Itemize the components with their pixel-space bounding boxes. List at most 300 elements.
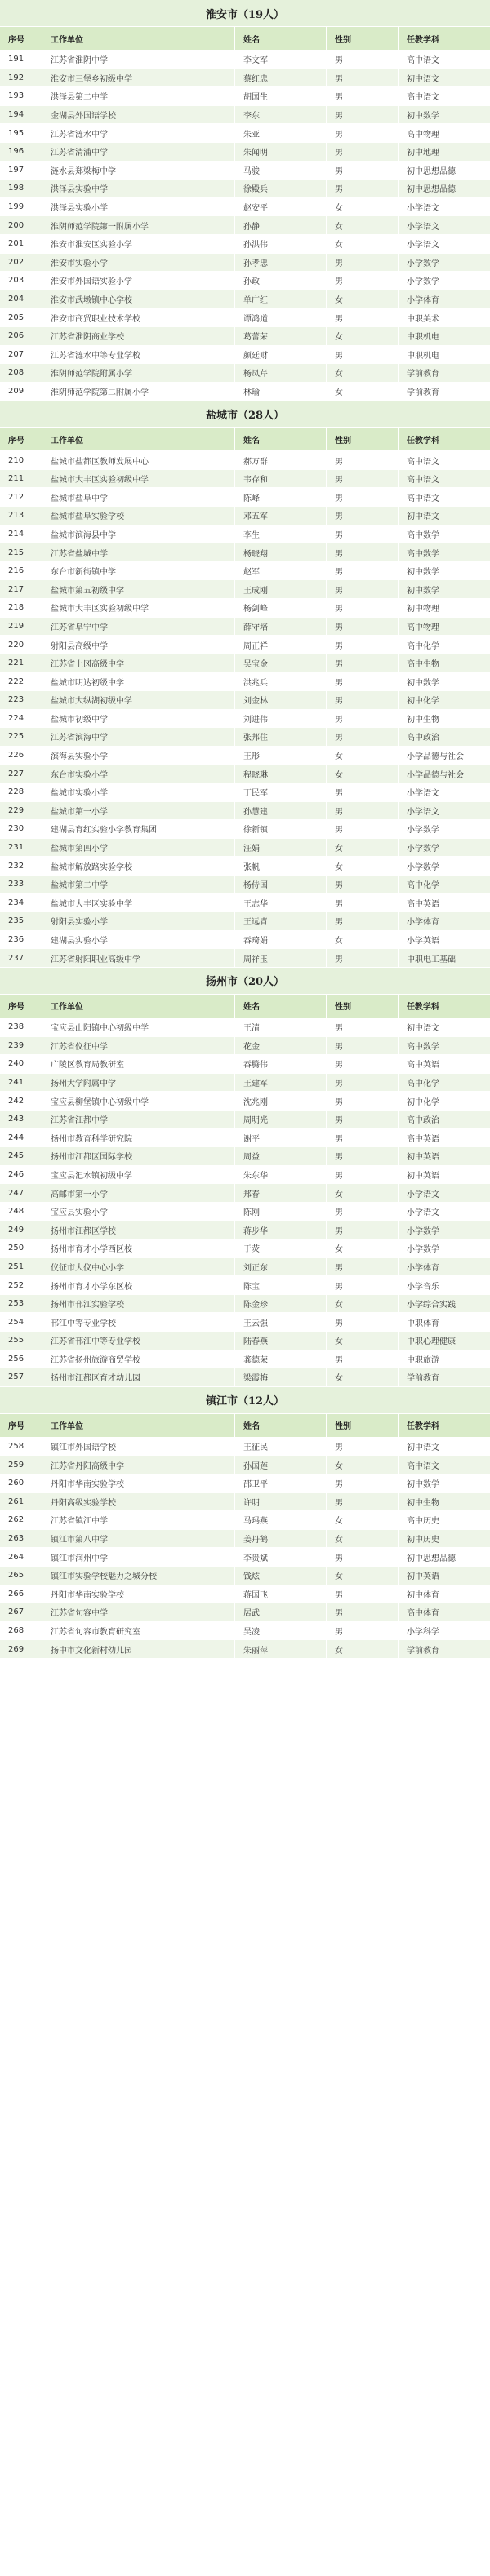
gender-cell: 女 <box>327 216 399 234</box>
name-cell: 单广红 <box>235 290 327 308</box>
section-title: 盐城市（28人） <box>0 401 490 428</box>
serial-cell: 248 <box>0 1203 42 1221</box>
gender-cell: 男 <box>327 162 399 180</box>
column-header: 任教学科 <box>407 1422 439 1432</box>
workplace-cell: 江苏省淮阴中学 <box>42 51 235 69</box>
subject-cell: 小学数学 <box>407 1226 439 1236</box>
gender-cell: 男 <box>327 672 399 690</box>
column-header: 工作单位 <box>42 428 235 450</box>
gender-cell: 男 <box>327 1074 399 1092</box>
table-row <box>0 383 490 401</box>
workplace-cell: 江苏省淮阴商业学校 <box>42 327 235 345</box>
serial-cell: 198 <box>0 180 42 197</box>
workplace-cell: 东台市实验小学 <box>42 765 235 783</box>
name-cell: 程晓琳 <box>235 765 327 783</box>
table-row <box>0 636 490 654</box>
table-row <box>0 839 490 858</box>
name-cell: 洪兆兵 <box>235 672 327 690</box>
gender-cell: 男 <box>327 654 399 672</box>
table-row <box>0 691 490 710</box>
serial-cell: 227 <box>0 765 42 783</box>
name-cell: 谢平 <box>235 1128 327 1146</box>
gender-cell: 男 <box>327 1258 399 1276</box>
table-row <box>0 876 490 894</box>
name-cell: 周正祥 <box>235 636 327 654</box>
name-cell: 李文军 <box>235 51 327 69</box>
table-row <box>0 308 490 327</box>
table-row <box>0 1295 490 1314</box>
name-cell: 周益 <box>235 1147 327 1165</box>
name-cell: 谭鸿道 <box>235 308 327 326</box>
gender-cell: 男 <box>327 1603 399 1621</box>
workplace-cell: 江苏省丹阳高级中学 <box>42 1456 235 1474</box>
table-row <box>0 1585 490 1604</box>
table-row <box>0 1350 490 1369</box>
serial-cell: 200 <box>0 216 42 234</box>
gender-cell: 男 <box>327 106 399 124</box>
serial-cell: 229 <box>0 802 42 820</box>
workplace-cell: 扬州大学附属中学 <box>42 1074 235 1092</box>
serial-cell: 257 <box>0 1368 42 1386</box>
workplace-cell: 射阳县高级中学 <box>42 636 235 654</box>
subject-cell: 小学音乐 <box>407 1282 439 1292</box>
serial-cell: 196 <box>0 143 42 161</box>
table-row <box>0 1368 490 1387</box>
serial-cell: 214 <box>0 525 42 543</box>
gender-cell: 男 <box>327 1585 399 1603</box>
gender-cell: 女 <box>327 839 399 857</box>
workplace-cell: 淮安市外国语实验小学 <box>42 272 235 290</box>
gender-cell: 男 <box>327 1203 399 1221</box>
name-cell: 陈宝 <box>235 1276 327 1294</box>
workplace-cell: 镇江市外国语学校 <box>42 1438 235 1456</box>
workplace-cell: 淮安市三堡乡初级中学 <box>42 69 235 87</box>
table-row <box>0 1037 490 1056</box>
workplace-cell: 盐城市盐阜中学 <box>42 488 235 506</box>
column-header: 性别 <box>327 1414 399 1437</box>
workplace-cell: 淮阴师范学院第一附属小学 <box>42 216 235 234</box>
serial-cell: 216 <box>0 562 42 580</box>
name-cell: 李生 <box>235 525 327 543</box>
subject-cell: 初中语文 <box>407 512 439 522</box>
subject-cell: 小学语文 <box>407 204 439 214</box>
serial-cell: 209 <box>0 383 42 401</box>
subject-cell: 高中历史 <box>407 1517 439 1527</box>
gender-cell: 男 <box>327 87 399 105</box>
workplace-cell: 扬州市育才小学西区校 <box>42 1239 235 1257</box>
workplace-cell: 淮安市商贸职业技术学校 <box>42 308 235 326</box>
name-cell: 丁民军 <box>235 783 327 801</box>
column-header: 工作单位 <box>42 995 235 1018</box>
column-header: 姓名 <box>235 27 327 50</box>
workplace-cell: 江苏省清浦中学 <box>42 143 235 161</box>
serial-cell: 256 <box>0 1350 42 1368</box>
name-cell: 王远青 <box>235 912 327 930</box>
serial-cell: 222 <box>0 672 42 690</box>
gender-cell: 男 <box>327 710 399 728</box>
workplace-cell: 滨海县实验小学 <box>42 747 235 765</box>
workplace-cell: 宝应县柳堡镇中心初级中学 <box>42 1092 235 1110</box>
table-row <box>0 1438 490 1456</box>
gender-cell: 女 <box>327 1456 399 1474</box>
workplace-cell: 盐城市初级中学 <box>42 710 235 728</box>
serial-cell: 244 <box>0 1128 42 1146</box>
column-header: 姓名 <box>235 428 327 450</box>
table-row <box>0 1018 490 1037</box>
subject-cell: 初中数学 <box>407 568 439 578</box>
table-row <box>0 1456 490 1474</box>
name-cell: 花金 <box>235 1037 327 1055</box>
name-cell: 徐新镇 <box>235 820 327 838</box>
subject-cell: 小学品德与社会 <box>407 752 464 762</box>
name-cell: 王成刚 <box>235 580 327 598</box>
subject-cell: 初中物理 <box>407 605 439 614</box>
table-row <box>0 507 490 525</box>
table-row <box>0 1640 490 1659</box>
workplace-cell: 洪泽县第二中学 <box>42 87 235 105</box>
name-cell: 孙静 <box>235 216 327 234</box>
table-row <box>0 1166 490 1185</box>
subject-cell: 中职机电 <box>407 333 439 343</box>
column-header: 性别 <box>327 995 399 1018</box>
subject-cell: 小学综合实践 <box>407 1301 456 1310</box>
subject-cell: 初中思想品德 <box>407 166 456 176</box>
subject-cell: 初中英语 <box>407 1572 439 1582</box>
column-header: 姓名 <box>235 1414 327 1437</box>
workplace-cell: 扬州市江都区国际学校 <box>42 1147 235 1165</box>
workplace-cell: 淮安市武墩镇中心学校 <box>42 290 235 308</box>
gender-cell: 男 <box>327 949 399 967</box>
workplace-cell: 扬州市江都区学校 <box>42 1221 235 1239</box>
workplace-cell: 淮安市淮安区实验小学 <box>42 235 235 253</box>
serial-cell: 218 <box>0 599 42 617</box>
subject-cell: 中职旅游 <box>407 1355 439 1365</box>
name-cell: 朱闻明 <box>235 143 327 161</box>
subject-cell: 初中思想品德 <box>407 185 456 195</box>
table-row <box>0 327 490 346</box>
subject-cell: 高中生物 <box>407 660 439 670</box>
serial-cell: 241 <box>0 1074 42 1092</box>
table-row <box>0 1313 490 1332</box>
name-cell: 杨晓翔 <box>235 543 327 561</box>
workplace-cell: 邗江中等专业学校 <box>42 1313 235 1331</box>
name-cell: 吴宝金 <box>235 654 327 672</box>
gender-cell: 男 <box>327 1128 399 1146</box>
subject-cell: 小学体育 <box>407 918 439 928</box>
workplace-cell: 江苏省盐城中学 <box>42 543 235 561</box>
serial-cell: 208 <box>0 364 42 382</box>
column-header: 姓名 <box>235 995 327 1018</box>
workplace-cell: 金湖县外国语学校 <box>42 106 235 124</box>
section-title: 镇江市（12人） <box>0 1387 490 1414</box>
name-cell: 周祥玉 <box>235 949 327 967</box>
serial-cell: 261 <box>0 1493 42 1511</box>
gender-cell: 男 <box>327 1092 399 1110</box>
name-cell: 蒋国飞 <box>235 1585 327 1603</box>
subject-cell: 学前教育 <box>407 370 439 379</box>
serial-cell: 254 <box>0 1313 42 1331</box>
serial-cell: 245 <box>0 1147 42 1165</box>
serial-cell: 250 <box>0 1239 42 1257</box>
name-cell: 孙政 <box>235 272 327 290</box>
table-row <box>0 765 490 783</box>
name-cell: 王征民 <box>235 1438 327 1456</box>
gender-cell: 男 <box>327 308 399 326</box>
gender-cell: 女 <box>327 1530 399 1548</box>
column-header: 性别 <box>327 27 399 50</box>
subject-cell: 小学科学 <box>407 1628 439 1638</box>
serial-cell: 260 <box>0 1474 42 1492</box>
city-section <box>0 401 490 968</box>
subject-cell: 学前教育 <box>407 388 439 397</box>
serial-cell: 263 <box>0 1530 42 1548</box>
gender-cell: 男 <box>327 507 399 525</box>
table-row <box>0 1622 490 1641</box>
name-cell: 梁霞梅 <box>235 1368 327 1386</box>
serial-cell: 265 <box>0 1567 42 1585</box>
table-row <box>0 802 490 821</box>
workplace-cell: 涟水县郑梁梅中学 <box>42 162 235 180</box>
workplace-cell: 盐城市大丰区实验初级中学 <box>42 599 235 617</box>
table-row <box>0 51 490 69</box>
serial-cell: 232 <box>0 857 42 875</box>
workplace-cell: 江苏省涟水中学 <box>42 124 235 142</box>
table-row <box>0 1603 490 1622</box>
table-header-row <box>0 428 490 451</box>
workplace-cell: 扬州市育才小学东区校 <box>42 1276 235 1294</box>
name-cell: 王志华 <box>235 894 327 912</box>
workplace-cell: 宝应县汜水镇初级中学 <box>42 1166 235 1184</box>
subject-cell: 学前教育 <box>407 1646 439 1656</box>
gender-cell: 男 <box>327 820 399 838</box>
table-row <box>0 1074 490 1093</box>
table-row <box>0 710 490 729</box>
serial-cell: 243 <box>0 1111 42 1128</box>
name-cell: 王云强 <box>235 1313 327 1331</box>
subject-cell: 高中语文 <box>407 494 439 503</box>
serial-cell: 230 <box>0 820 42 838</box>
name-cell: 于荧 <box>235 1239 327 1257</box>
subject-cell: 高中英语 <box>407 1061 439 1071</box>
name-cell: 郝万群 <box>235 451 327 469</box>
name-cell: 邵卫平 <box>235 1474 327 1492</box>
serial-cell: 251 <box>0 1258 42 1276</box>
name-cell: 颜廷财 <box>235 346 327 364</box>
table-row <box>0 143 490 162</box>
table-row <box>0 124 490 143</box>
table-row <box>0 1092 490 1111</box>
subject-cell: 小学数学 <box>407 259 439 268</box>
gender-cell: 男 <box>327 346 399 364</box>
serial-cell: 204 <box>0 290 42 308</box>
name-cell: 郑春 <box>235 1184 327 1202</box>
table-row <box>0 451 490 470</box>
serial-cell: 220 <box>0 636 42 654</box>
gender-cell: 男 <box>327 451 399 469</box>
table-row <box>0 364 490 383</box>
workplace-cell: 高邮市第一小学 <box>42 1184 235 1202</box>
name-cell: 朱东华 <box>235 1166 327 1184</box>
table-header-row <box>0 995 490 1018</box>
name-cell: 李东 <box>235 106 327 124</box>
serial-cell: 237 <box>0 949 42 967</box>
gender-cell: 女 <box>327 931 399 949</box>
table-row <box>0 1332 490 1350</box>
subject-cell: 初中数学 <box>407 1480 439 1490</box>
name-cell: 孙孝忠 <box>235 254 327 272</box>
workplace-cell: 江苏省邗江中等专业学校 <box>42 1332 235 1350</box>
workplace-cell: 丹阳市华南实验学校 <box>42 1585 235 1603</box>
subject-cell: 小学数学 <box>407 1245 439 1255</box>
gender-cell: 男 <box>327 580 399 598</box>
gender-cell: 女 <box>327 327 399 345</box>
table-row <box>0 1474 490 1493</box>
table-row <box>0 162 490 180</box>
workplace-cell: 射阳县实验小学 <box>42 912 235 930</box>
table-row <box>0 1221 490 1239</box>
serial-cell: 264 <box>0 1548 42 1566</box>
table-row <box>0 106 490 125</box>
serial-cell: 252 <box>0 1276 42 1294</box>
workplace-cell: 盐城市盐阜实验学校 <box>42 507 235 525</box>
workplace-cell: 扬中市文化新村幼儿园 <box>42 1640 235 1658</box>
column-header: 任教学科 <box>407 436 439 446</box>
gender-cell: 男 <box>327 636 399 654</box>
serial-cell: 242 <box>0 1092 42 1110</box>
serial-cell: 249 <box>0 1221 42 1239</box>
table-row <box>0 580 490 599</box>
workplace-cell: 江苏省上冈高级中学 <box>42 654 235 672</box>
workplace-cell: 镇江市实验学校魅力之城分校 <box>42 1567 235 1585</box>
name-cell: 杨剑峰 <box>235 599 327 617</box>
gender-cell: 男 <box>327 562 399 580</box>
subject-cell: 小学体育 <box>407 1263 439 1273</box>
name-cell: 杨凤芹 <box>235 364 327 382</box>
name-cell: 孙慧建 <box>235 802 327 820</box>
name-cell: 刘金林 <box>235 691 327 709</box>
subject-cell: 初中数学 <box>407 112 439 122</box>
workplace-cell: 盐城市第二中学 <box>42 876 235 893</box>
gender-cell: 男 <box>327 254 399 272</box>
gender-cell: 男 <box>327 728 399 746</box>
table-row <box>0 198 490 217</box>
column-header: 序号 <box>0 1414 42 1437</box>
name-cell: 赵安平 <box>235 198 327 216</box>
subject-cell: 初中英语 <box>407 1171 439 1181</box>
gender-cell: 男 <box>327 272 399 290</box>
workplace-cell: 洪泽县实验中学 <box>42 180 235 197</box>
subject-cell: 高中政治 <box>407 1116 439 1126</box>
name-cell: 李贵斌 <box>235 1548 327 1566</box>
subject-cell: 小学语文 <box>407 1208 439 1218</box>
gender-cell: 男 <box>327 599 399 617</box>
serial-cell: 206 <box>0 327 42 345</box>
name-cell: 朱亚 <box>235 124 327 142</box>
table-header-row <box>0 27 490 51</box>
gender-cell: 男 <box>327 51 399 69</box>
table-row <box>0 543 490 562</box>
subject-cell: 高中语文 <box>407 1461 439 1471</box>
table-row <box>0 820 490 839</box>
workplace-cell: 江苏省扬州旅游商贸学校 <box>42 1350 235 1368</box>
subject-cell: 高中语文 <box>407 56 439 66</box>
table-row <box>0 1258 490 1277</box>
name-cell: 徐殿兵 <box>235 180 327 197</box>
table-row <box>0 949 490 968</box>
serial-cell: 255 <box>0 1332 42 1350</box>
table-row <box>0 931 490 950</box>
workplace-cell: 建湖县育红实验小学教育集团 <box>42 820 235 838</box>
table-header-row <box>0 1414 490 1438</box>
table-row <box>0 254 490 273</box>
serial-cell: 199 <box>0 198 42 216</box>
section-title: 淮安市（19人） <box>0 0 490 27</box>
name-cell: 陈刚 <box>235 1203 327 1221</box>
name-cell: 蒋步华 <box>235 1221 327 1239</box>
gender-cell: 男 <box>327 1111 399 1128</box>
workplace-cell: 扬州市教育科学研究院 <box>42 1128 235 1146</box>
gender-cell: 女 <box>327 765 399 783</box>
serial-cell: 191 <box>0 51 42 69</box>
serial-cell: 193 <box>0 87 42 105</box>
name-cell: 张帆 <box>235 857 327 875</box>
gender-cell: 男 <box>327 1350 399 1368</box>
serial-cell: 246 <box>0 1166 42 1184</box>
name-cell: 张邦住 <box>235 728 327 746</box>
serial-cell: 217 <box>0 580 42 598</box>
workplace-cell: 江苏省镇江中学 <box>42 1511 235 1529</box>
name-cell: 薛守培 <box>235 618 327 636</box>
serial-cell: 215 <box>0 543 42 561</box>
table-row <box>0 562 490 581</box>
subject-cell: 学前教育 <box>407 1374 439 1384</box>
name-cell: 邓五军 <box>235 507 327 525</box>
subject-cell: 高中数学 <box>407 530 439 540</box>
table-row <box>0 654 490 673</box>
subject-cell: 高中化学 <box>407 641 439 651</box>
serial-cell: 225 <box>0 728 42 746</box>
subject-cell: 初中语文 <box>407 1024 439 1034</box>
name-cell: 马玛燕 <box>235 1511 327 1529</box>
serial-cell: 231 <box>0 839 42 857</box>
serial-cell: 219 <box>0 618 42 636</box>
table-row <box>0 728 490 747</box>
serial-cell: 192 <box>0 69 42 87</box>
gender-cell: 男 <box>327 543 399 561</box>
subject-cell: 小学数学 <box>407 277 439 287</box>
workplace-cell: 盐城市解放路实验学校 <box>42 857 235 875</box>
workplace-cell: 盐城市大丰区实验初级中学 <box>42 470 235 488</box>
name-cell: 林瑜 <box>235 383 327 401</box>
workplace-cell: 江苏省射阳职业高级中学 <box>42 949 235 967</box>
gender-cell: 男 <box>327 894 399 912</box>
table-row <box>0 857 490 876</box>
gender-cell: 女 <box>327 747 399 765</box>
subject-cell: 小学语文 <box>407 1190 439 1199</box>
serial-cell: 195 <box>0 124 42 142</box>
table-row <box>0 525 490 544</box>
table-row <box>0 69 490 88</box>
gender-cell: 女 <box>327 364 399 382</box>
column-header: 工作单位 <box>42 27 235 50</box>
serial-cell: 236 <box>0 931 42 949</box>
column-header: 工作单位 <box>42 1414 235 1437</box>
gender-cell: 男 <box>327 1548 399 1566</box>
workplace-cell: 淮安市实验小学 <box>42 254 235 272</box>
workplace-cell: 盐城市大丰区实验中学 <box>42 894 235 912</box>
gender-cell: 男 <box>327 1622 399 1640</box>
workplace-cell: 江苏省江都中学 <box>42 1111 235 1128</box>
